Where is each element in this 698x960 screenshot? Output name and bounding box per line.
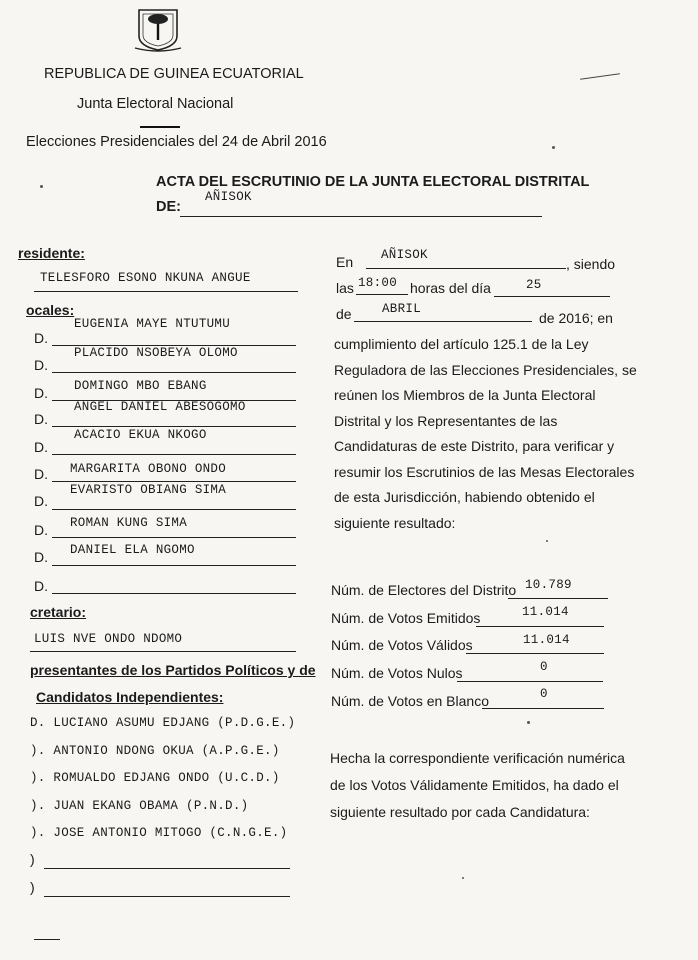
vocal-marker: D.	[34, 357, 48, 373]
vocal-name: EUGENIA MAYE NTUTUMU	[74, 317, 231, 331]
vocales-label: ocales:	[26, 302, 75, 318]
paragraph-line: Reguladora de las Elecciones Presidenciales, se	[334, 361, 637, 378]
en-label: En	[336, 254, 354, 270]
vocal-name: ROMAN KUNG SIMA	[70, 516, 188, 530]
stat-value: 11.014	[522, 605, 569, 619]
paragraph-line: Candidaturas de este Distrito, para verificar y	[334, 438, 615, 454]
representantes-label-2: Candidatos Independientes:	[36, 689, 224, 705]
year-text: de 2016; en	[539, 310, 613, 326]
short-line	[34, 939, 60, 940]
coat-of-arms-emblem	[133, 6, 183, 52]
vocal-name: PLACIDO NSOBEYA OLOMO	[74, 346, 238, 360]
closing-paragraph	[330, 745, 625, 826]
vocal-line	[52, 454, 296, 455]
day-value: 25	[526, 278, 542, 292]
stat-label: Núm. de Votos Nulos	[331, 665, 463, 681]
representante-item: ). ROMUALDO EDJANG ONDO (U.C.D.)	[30, 771, 280, 785]
stat-label: Núm. de Votos Válidos	[331, 637, 473, 653]
vocal-line	[52, 565, 296, 566]
representante-item: ). JUAN EKANG OBAMA (P.N.D.)	[30, 799, 249, 813]
vocal-name: ANGEL DANIEL ABESOGOMO	[74, 400, 246, 414]
representante-marker: )	[30, 851, 35, 867]
month-line	[354, 321, 532, 322]
district-line	[180, 216, 542, 217]
time-value: 18:00	[358, 276, 398, 290]
stat-value: 10.789	[525, 578, 572, 592]
scan-speck	[40, 185, 43, 188]
vocal-line	[52, 372, 296, 373]
body-paragraph	[334, 332, 637, 536]
stat-line	[457, 681, 603, 682]
day-line	[494, 296, 610, 297]
vocal-name: DOMINGO MBO EBANG	[74, 379, 207, 393]
presidente-label: residente:	[18, 245, 85, 261]
representante-line-empty	[44, 868, 290, 869]
siendo-text: , siendo	[566, 256, 616, 272]
place-line	[366, 268, 566, 269]
representantes-label: presentantes de los Partidos Políticos y de	[30, 662, 316, 678]
month-value: ABRIL	[382, 302, 422, 316]
time-line	[356, 294, 408, 295]
stat-value: 11.014	[523, 633, 570, 647]
header-divider	[140, 126, 180, 128]
vocal-marker: D.	[34, 330, 48, 346]
scan-speck	[552, 146, 555, 149]
vocal-name: EVARISTO OBIANG SIMA	[70, 483, 227, 497]
vocal-marker: D.	[34, 549, 48, 565]
paragraph-line: cumplimiento del artículo 125.1 de la Ley	[334, 336, 589, 352]
stat-line	[508, 598, 608, 599]
representante-item: ). JOSE ANTONIO MITOGO (C.N.G.E.)	[30, 826, 288, 840]
de-label: DE:	[156, 199, 181, 215]
stat-line	[482, 708, 604, 709]
stat-label: Núm. de Electores del Distrito	[331, 582, 517, 598]
district-value: AÑISOK	[205, 190, 252, 204]
paragraph-line: reúnen los Miembros de la Junta Electoral	[334, 387, 596, 403]
vocal-line	[52, 509, 296, 510]
secretario-line	[30, 651, 296, 652]
paragraph-line: Distrital y los Representantes de las	[334, 412, 558, 429]
vocal-marker: D.	[34, 411, 48, 427]
election-heading: Elecciones Presidenciales del 24 de Abril 2016	[26, 134, 327, 150]
vocal-marker: D.	[34, 466, 48, 482]
closing-line: de los Votos Válidamente Emitidos, ha dado el	[330, 777, 619, 793]
vocal-line	[52, 481, 296, 482]
closing-line: siguiente resultado por cada Candidatura:	[330, 804, 590, 820]
vocal-name: ACACIO EKUA NKOGO	[74, 428, 207, 442]
scan-speck	[546, 540, 548, 542]
stat-label: Núm. de Votos Emitidos	[331, 610, 481, 626]
stray-mark	[580, 73, 620, 80]
paragraph-line: siguiente resultado:	[334, 514, 456, 531]
secretario-label: cretario:	[30, 604, 87, 620]
stat-value: 0	[540, 660, 548, 674]
vocal-marker: D.	[34, 439, 48, 455]
de-text: de	[336, 306, 352, 322]
scan-speck	[462, 877, 464, 879]
secretario-name: LUIS NVE ONDO NDOMO	[34, 632, 183, 646]
representante-item: ). ANTONIO NDONG OKUA (A.P.G.E.)	[30, 744, 280, 758]
representante-line-empty	[44, 896, 290, 897]
country-heading: REPUBLICA DE GUINEA ECUATORIAL	[44, 66, 304, 82]
paragraph-line: de esta Jurisdicción, habiendo obtenido el	[334, 489, 595, 505]
las-label: las	[336, 280, 354, 296]
document-title: ACTA DEL ESCRUTINIO DE LA JUNTA ELECTORAL DISTRITAL	[156, 174, 590, 190]
vocal-name: DANIEL ELA NGOMO	[70, 543, 195, 557]
place-value: AÑISOK	[381, 248, 428, 262]
board-heading: Junta Electoral Nacional	[77, 96, 234, 112]
vocal-name: MARGARITA OBONO ONDO	[70, 462, 227, 476]
stat-label: Núm. de Votos en Blanco	[331, 693, 489, 709]
vocal-marker: D.	[34, 385, 48, 401]
vocal-marker: D.	[34, 522, 48, 538]
stat-value: 0	[540, 687, 548, 701]
scan-speck	[527, 721, 530, 724]
representante-marker: )	[30, 879, 35, 895]
vocal-marker: D.	[34, 493, 48, 509]
vocal-line	[52, 537, 296, 538]
horas-text: horas del día	[410, 280, 491, 296]
representante-item: D. LUCIANO ASUMU EDJANG (P.D.G.E.)	[30, 716, 296, 730]
paragraph-line: resumir los Escrutinios de las Mesas Electorales	[334, 463, 635, 480]
vocal-line-empty	[52, 593, 296, 594]
presidente-line	[34, 291, 298, 292]
stat-line	[476, 626, 604, 627]
closing-line: Hecha la correspondiente verificación numérica	[330, 750, 625, 766]
stat-line	[466, 653, 604, 654]
vocal-marker: D.	[34, 578, 48, 594]
vocal-line	[52, 426, 296, 427]
presidente-name: TELESFORO ESONO NKUNA ANGUE	[40, 271, 251, 285]
